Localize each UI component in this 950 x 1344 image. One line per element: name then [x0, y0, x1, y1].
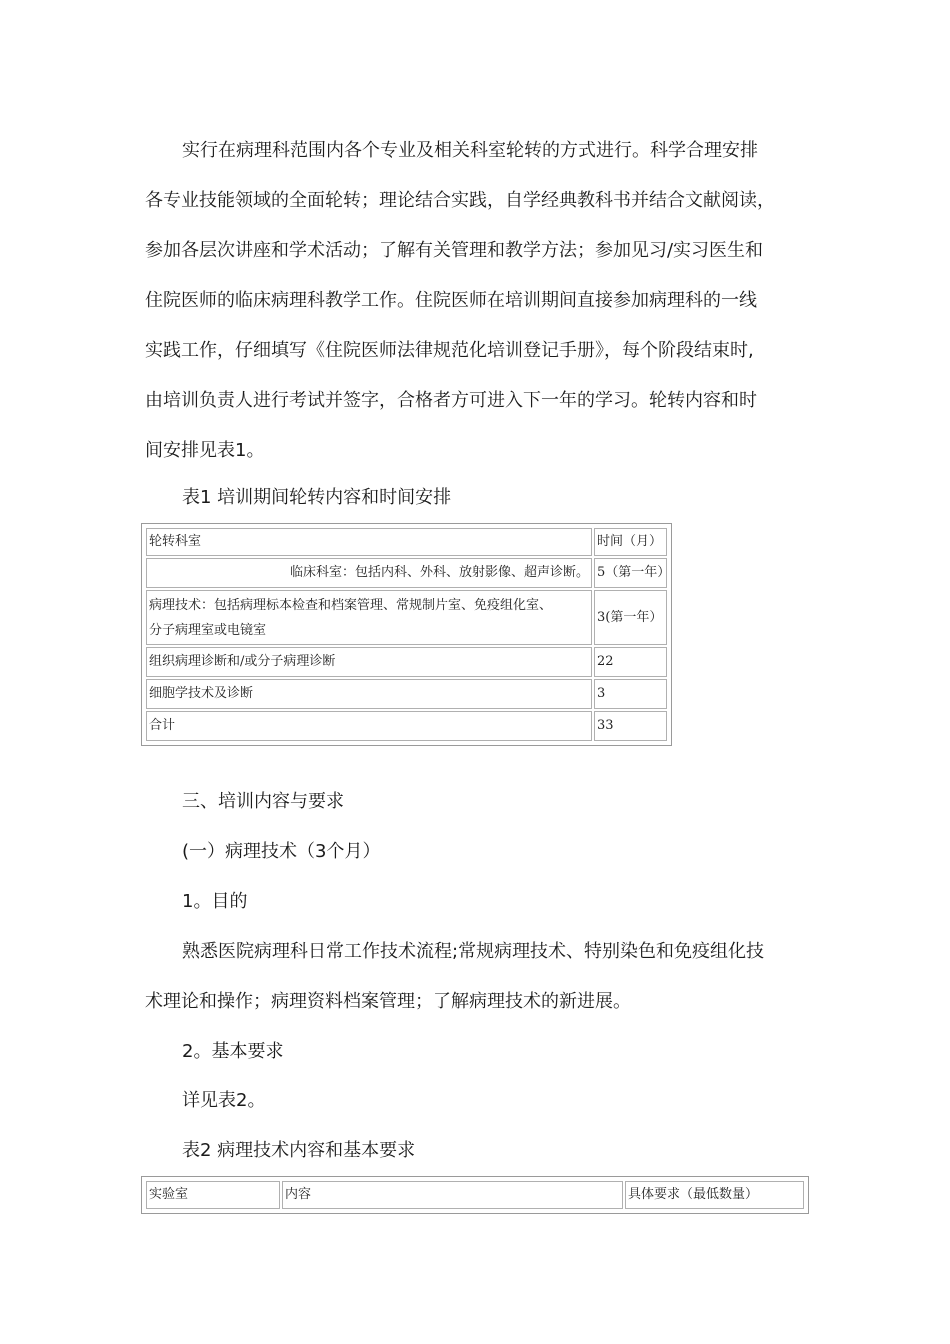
table-row [146, 647, 667, 677]
section3-sub1: (一）病理技术（3个月） [182, 841, 381, 862]
table-row [146, 1181, 804, 1209]
table1-cell-time: 33 [594, 711, 667, 741]
table1-cell-dept: 临床科室：包括内科、外科、放射影像、超声诊断。 [146, 558, 592, 588]
table1-header-time: 时间（月） [594, 528, 667, 556]
intro-line: 实践工作，仔细填写《住院医师法律规范化培训登记手册》，每个阶段结束时, [145, 340, 754, 361]
intro-line: 住院医师的临床病理科教学工作。住院医师在培训期间直接参加病理科的一线 [145, 290, 757, 311]
intro-line: 参加各层次讲座和学术活动；了解有关管理和教学方法；参加见习/实习医生和 [145, 240, 764, 261]
goal-line: 术理论和操作；病理资料档案管理；了解病理技术的新进展。 [145, 991, 631, 1012]
intro-line: 实行在病理科范围内各个专业及相关科室轮转的方式进行。科学合理安排 [182, 140, 758, 161]
intro-line: 间安排见表1。 [145, 440, 265, 461]
goal-line: 熟悉医院病理科日常工作技术流程;常规病理技术、特别染色和免疫组化技 [182, 941, 765, 962]
table2-header-lab: 实验室 [146, 1181, 280, 1209]
table1-cell-time: 3 [594, 679, 667, 709]
req-heading: 2。基本要求 [182, 1041, 284, 1062]
table1-cell-dept-line: 分子病理室或电镜室 [149, 622, 267, 638]
table1-cell-time: 22 [594, 647, 667, 677]
goal-heading: 1。目的 [182, 891, 248, 912]
table1 [141, 523, 672, 746]
table-row [146, 711, 667, 741]
table1-caption: 表1 培训期间轮转内容和时间安排 [182, 487, 452, 508]
table1-cell-dept: 合计 [146, 711, 592, 741]
table1-cell-time: 3(第一年） [594, 590, 667, 645]
table2-caption: 表2 病理技术内容和基本要求 [182, 1140, 416, 1161]
section3-heading: 三、培训内容与要求 [182, 791, 344, 812]
table-row [146, 590, 667, 645]
table-row [146, 558, 667, 588]
table1-cell-dept [146, 590, 592, 645]
table1-cell-time: 5（第一年） [594, 558, 667, 588]
table-row [146, 528, 667, 556]
table2-header-req: 具体要求（最低数量） [625, 1181, 804, 1209]
table2 [141, 1176, 809, 1214]
table1-cell-dept-line: 病理技术：包括病理标本检查和档案管理、常规制片室、免疫组化室、 [149, 597, 553, 613]
req-text: 详见表2。 [182, 1090, 266, 1111]
table1-cell-dept: 组织病理诊断和/或分子病理诊断 [146, 647, 592, 677]
intro-line: 由培训负责人进行考试并签字，合格者方可进入下一年的学习。轮转内容和时 [145, 390, 757, 411]
table-row [146, 679, 667, 709]
table1-header-dept: 轮转科室 [146, 528, 592, 556]
goal-paragraph [145, 927, 810, 1027]
table2-header-content: 内容 [282, 1181, 623, 1209]
intro-paragraph [145, 126, 810, 476]
intro-line: 各专业技能领域的全面轮转；理论结合实践，自学经典教科书并结合文献阅读， [145, 190, 775, 211]
table1-cell-dept: 细胞学技术及诊断 [146, 679, 592, 709]
